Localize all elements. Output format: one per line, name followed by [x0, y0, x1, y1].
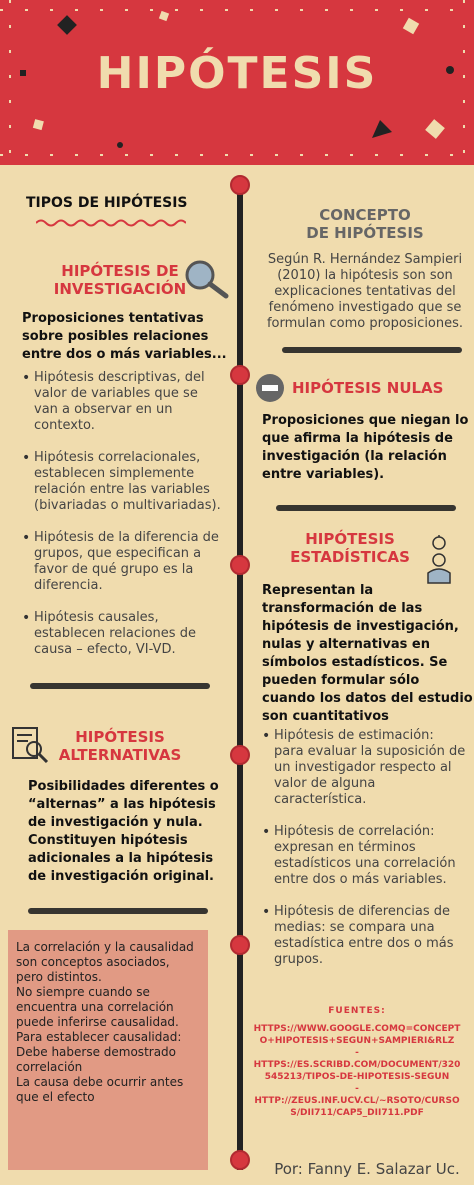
brush-divider [28, 908, 208, 914]
concepto-heading [285, 206, 445, 242]
estadisticas-heading-line2: ESTADÍSTICAS [290, 548, 410, 566]
timeline-dot [230, 935, 250, 955]
wavy-divider [36, 218, 186, 228]
magnifier-icon [182, 258, 230, 300]
sources-section [252, 1005, 462, 1119]
page-title: HIPÓTESIS [96, 48, 378, 99]
author-credit: Por: Fanny E. Salazar Uc. [274, 1160, 460, 1178]
nulas-body: Proposiciones que niegan lo que afirma la hipótesis de investigación (la relación entre variables). [262, 413, 469, 482]
brush-divider [30, 683, 210, 689]
timeline-line [237, 180, 243, 1170]
investigacion-heading-line1: HIPÓTESIS DE [61, 262, 179, 280]
timeline-dot [230, 365, 250, 385]
list-item: • Hipótesis descriptivas, del valor de variables que se van a observar en un contexto. [22, 370, 222, 434]
estadisticas-heading-line1: HIPÓTESIS [305, 530, 395, 548]
concepto-heading-line1: CONCEPTO [319, 206, 411, 224]
investigacion-intro: Proposiciones tentativas sobre posibles relaciones entre dos o más variables... [22, 311, 227, 362]
note-line: No siempre cuando se encuentra una correlación puede inferirse causalidad. [16, 985, 179, 1029]
source-link[interactable]: HTTP://ZEUS.INF.UCV.CL/~RSOTO/CURSOS/DII711/CAP5_DII711.PDF [254, 1096, 460, 1118]
alternativas-body: Posibilidades diferentes o “alternas” a las hipótesis de investigación y nula. Constituyen hipótesis adicionales a la hipótesis de investigación original. [28, 779, 219, 884]
source-link[interactable]: HTTPS://WWW.GOOGLE.COMQ=CONCEPTO+HIPOTESIS+SEGUN+SAMPIERI&RLZ [253, 1024, 461, 1046]
brush-divider [276, 505, 456, 511]
list-item: • Hipótesis causales, establecen relaciones de causa – efecto, VI-VD. [22, 610, 222, 658]
note-line: Para establecer causalidad: [16, 1030, 182, 1044]
timeline-dot [230, 555, 250, 575]
list-item: • Hipótesis de estimación: para evaluar la suposición de un investigador respecto al valor de alguna característica. [262, 728, 467, 808]
list-item: • Hipótesis de la diferencia de grupos, que especifican a favor de qué grupo es la diferencia. [22, 530, 222, 594]
person-idea-icon [424, 535, 454, 585]
list-item: • Hipótesis correlacionales, establecen simplemente relación entre las variables (bivariadas o multivariadas). [22, 450, 222, 514]
minus-circle-icon [255, 373, 285, 403]
alternativas-heading-line2: ALTERNATIVAS [58, 746, 182, 764]
brush-divider [282, 347, 462, 353]
nulas-heading: HIPÓTESIS NULAS [292, 379, 444, 397]
investigacion-bullet-list [22, 370, 222, 674]
estadisticas-body: Representan la transformación de las hipótesis de investigación, nulas y alternativas en símbolos estadísticos. Se pueden formular sólo cuando los datos del estudio son cuantitativos [262, 583, 473, 724]
causality-note-box [8, 930, 208, 1170]
list-item: • Hipótesis de correlación: expresan en términos estadísticos una correlación entre dos o más variables. [262, 824, 467, 888]
investigacion-heading-line2: INVESTIGACIÓN [53, 280, 187, 298]
note-line: La correlación y la causalidad son conceptos asociados, pero distintos. [16, 940, 194, 984]
list-item: • Hipótesis de diferencias de medias: se compara una estadística entre dos o más grupos. [262, 904, 467, 968]
concepto-body: Según R. Hernández Sampieri (2010) la hipótesis son son explicaciones tentativas del fenómeno investigado que se formulan como proposiciones. [266, 252, 464, 331]
concepto-heading-line2: DE HIPÓTESIS [306, 224, 424, 242]
tipos-heading: TIPOS DE HIPÓTESIS [26, 195, 188, 211]
note-line: Debe haberse demostrado correlación [16, 1045, 177, 1074]
header-banner [0, 0, 474, 165]
timeline-dot [230, 1150, 250, 1170]
estadisticas-bullet-list [262, 728, 467, 984]
timeline-dot [230, 175, 250, 195]
source-separator: - [355, 1084, 359, 1094]
investigacion-heading [50, 262, 190, 298]
note-line: La causa debe ocurrir antes que el efecto [16, 1075, 184, 1104]
source-link[interactable]: HTTPS://ES.SCRIBD.COM/DOCUMENT/320545213/TIPOS-DE-HIPOTESIS-SEGUN [253, 1060, 461, 1082]
source-separator: - [355, 1048, 359, 1058]
alternativas-heading-line1: HIPÓTESIS [75, 728, 165, 746]
alternativas-heading [45, 728, 195, 764]
document-search-icon [10, 725, 50, 765]
sources-label: FUENTES: [328, 1006, 386, 1016]
timeline-dot [230, 745, 250, 765]
estadisticas-heading [285, 530, 415, 566]
